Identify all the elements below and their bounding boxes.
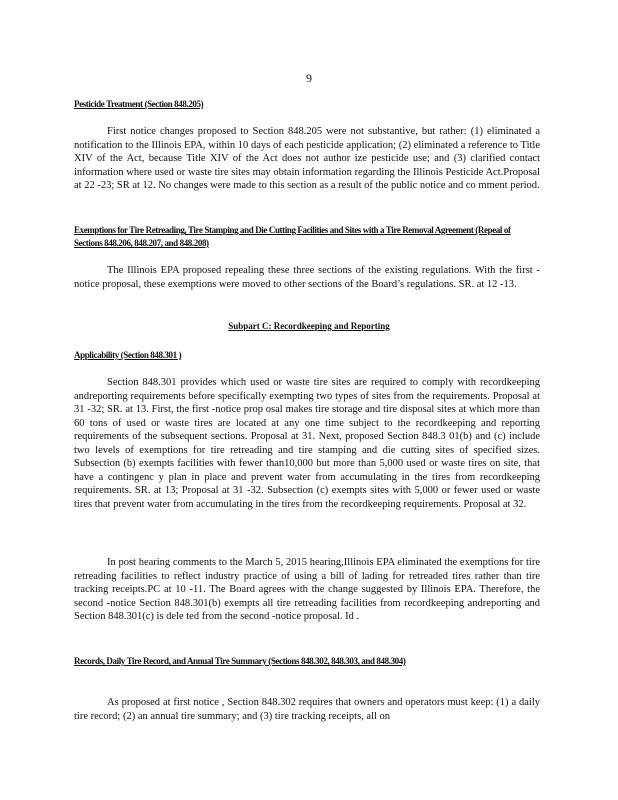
page-number: 9 xyxy=(306,71,312,85)
heading-exemptions: Exemptions for Tire Retreading, Tire Stamping and Die Cutting Facilities and Sites with a Tire Removal Agreement (Repeal of Sections 848.206, 848.207, and 848.208) xyxy=(74,225,511,248)
paragraph-pesticide-treatment: First notice changes proposed to Section 848.205 were not substantive, but rather: (1) eliminated a notification to the Illinois EPA, within 10 days of each pesticide application; (2) eliminated a reference to Title XIV of the Act, because Title XIV of the Act does not author ize pesticide use; and (3) clarified contact information where used or waste tire sites may obtain information regarding the Illinois Pesticide Act.Proposal at 22 -23; SR at 12. No changes were made to this section as a result of the public notice and co mment period. xyxy=(74,126,540,191)
paragraph-applicability-1: Section 848.301 provides which used or waste tire sites are required to comply with recordkeeping andreporting requirements before specifically exempting two types of sites from the requirements. Proposal at 31 -32; SR. at 13. First, the first -notice prop osal makes tire storage and tire disposal sites at which more than 60 tons of used or waste tires are located at any one time subject to the recordkeeping and reporting requirements of the subsequent sections. Proposal at 31. Next, proposed Section 848.3 01(b) and (c) include two levels of exemptions for tire retreading and tire stamping and die cutting sites of specified sizes. Subsection (b) exempts facilities with fewer than10,000 but more than 5,000 used or waste tires on site, that have a contingenc y plan in place and prevent water from accumulating in the tires from recordkeeping requirements. SR. at 13; Proposal at 31 -32. Subsection (c) exempts sites with 5,000 or fewer used or waste tires that prevent water from accumulating in the tires from the recordkeeping requirements. Proposal at 32. xyxy=(74,377,540,510)
heading-applicability: Applicability (Section 848.301 ) xyxy=(74,350,182,360)
paragraph-records: As proposed at first notice , Section 848.302 requires that owners and operators must keep: (1) a daily tire record; (2) an annual tire summary; and (3) tire tracking receipts, all on xyxy=(74,697,540,722)
paragraph-exemptions: The Illinois EPA proposed repealing these three sections of the existing regulations. With the first -notice proposal, these exemptions were moved to other sections of the Board’s regulations. SR. at 12 -13. xyxy=(74,265,540,290)
subpart-title: Subpart C: Recordkeeping and Reporting xyxy=(228,321,390,331)
heading-pesticide-treatment: Pesticide Treatment (Section 848.205) xyxy=(74,99,204,109)
paragraph-applicability-2: In post hearing comments to the March 5, 2015 hearing,Illinois EPA eliminated the exemptions for tire retreading facilities to reflect industry practice of using a bill of lading for retreaded tires rather than tire tracking receipts.PC at 10 -11. The Board agrees with the change suggested by Illinois EPA. Therefore, the second -notice Section 848.301(b) exempts all tire retreading facilities from recordkeeping andreporting and Section 848.301(c) is dele ted from the second -notice proposal. Id . xyxy=(74,557,540,622)
heading-records: Records, Daily Tire Record, and Annual Tire Summary (Sections 848.302, 848.303, and 848.304) xyxy=(74,656,406,666)
